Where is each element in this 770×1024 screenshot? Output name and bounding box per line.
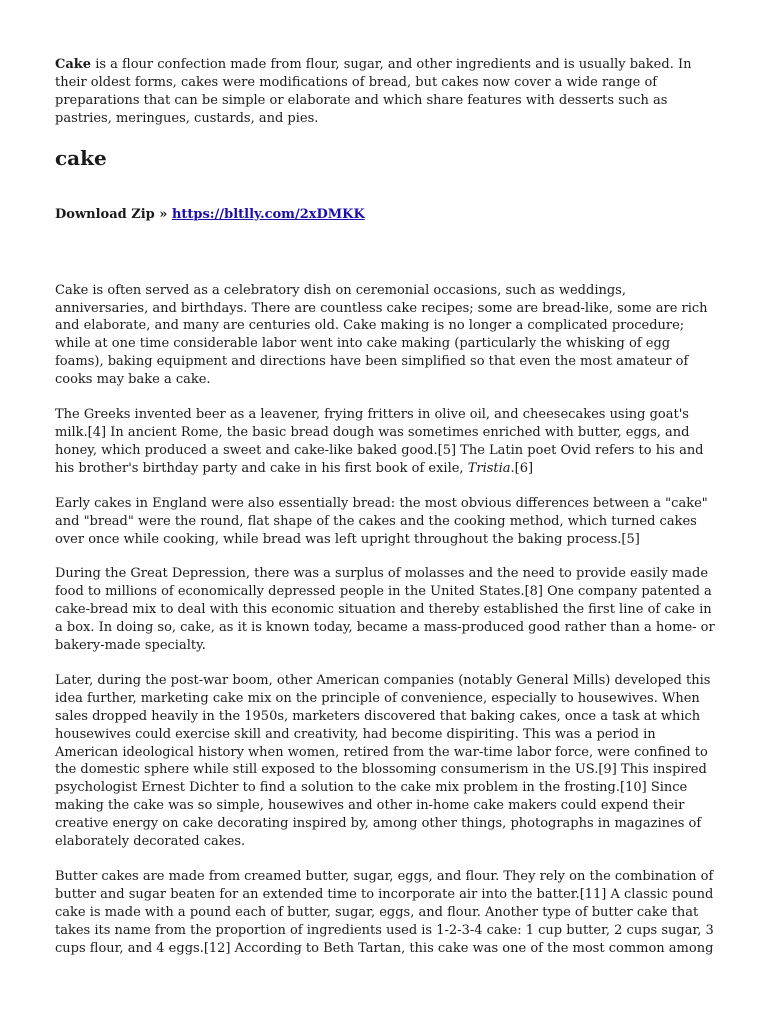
paragraph-greeks-text: The Greeks invented beer as a leavener, frying fritters in olive oil, and cheesecakes using goat's milk.[4] In ancient Rome, the basic bread dough was sometimes enriched with butter, eggs, and honey, which produced a sweet and cake-like baked good.[5] The Latin poet Ovid refers to his and his brother's birthday party and cake in his first book of exile, [55, 407, 704, 476]
intro-term: Cake [55, 57, 92, 72]
tristia-title: Tristia [467, 460, 511, 476]
paragraph-greeks [55, 406, 717, 478]
download-line [55, 206, 717, 282]
paragraph-postwar: Later, during the post-war boom, other American companies (notably General Mills) developed this idea further, marketing cake mix on the principle of convenience, especially to housewives. When sales dropped heavily in the 1950s, marketers discovered that baking cakes, once a task at which housewives could exercise skill and creativity, had become dispiriting. This was a period in American ideological history when women, retired from the war-time labor force, were confined to the domestic sphere while still exposed to the blossoming consumerism in the US.[9] This inspired psychologist Ernest Dichter to find a solution to the cake mix problem in the frosting.[10] Since making the cake was so simple, housewives and other in-home cake makers could expend their creative energy on cake decorating inspired by, among other things, photographs in magazines of elaborately decorated cakes. [55, 672, 711, 850]
article [55, 56, 717, 975]
page-heading: cake [55, 145, 107, 170]
download-label: Download Zip » [55, 206, 172, 222]
paragraph-butter-cakes: Butter cakes are made from creamed butter, sugar, eggs, and flour. They rely on the combination of butter and sugar beaten for an extended time to incorporate air into the batter.[11] A classic pound cake is made with a pound each of butter, sugar, eggs, and flour. Another type of butter cake that takes its name from the proportion of ingredients used is 1-2-3-4 cake: 1 cup butter, 2 cups sugar, 3 cups flour, and 4 eggs.[12] According to Beth Tartan, this cake was one of the most common among [55, 869, 714, 956]
download-link[interactable]: https://bltlly.com/2xDMKK [171, 206, 365, 222]
paragraph-england: Early cakes in England were also essentially bread: the most obvious differences between a "cake" and "bread" were the round, flat shape of the cakes and the cooking method, which turned cakes over once while cooking, while bread was left upright throughout the baking process.[5] [55, 495, 708, 547]
intro-text: is a flour confection made from flour, sugar, and other ingredients and is usually baked. In their oldest forms, cakes were modifications of bread, but cakes now cover a wide range of preparations that can be simple or elaborate and which share features with desserts such as pastries, meringues, custards, and pies. [55, 57, 692, 126]
article-body [55, 282, 717, 958]
tristia-citation: .[6] [510, 460, 534, 476]
intro-paragraph [55, 56, 717, 128]
paragraph-depression: During the Great Depression, there was a surplus of molasses and the need to provide easily made food to millions of economically depressed people in the United States.[8] One company patented a cake-bread mix to deal with this economic situation and thereby established the first line of cake in a box. In doing so, cake, as it is known today, became a mass-produced good rather than a home- or bakery-made specialty. [55, 566, 715, 654]
paragraph-celebratory: Cake is often served as a celebratory dish on ceremonial occasions, such as weddings, anniversaries, and birthdays. There are countless cake recipes; some are bread-like, some are rich and elaborate, and many are centuries old. Cake making is no longer a complicated procedure; while at one time considerable labor went into cake making (particularly the whisking of egg foams), baking equipment and directions have been simplified so that even the most amateur of cooks may bake a cake. [55, 282, 708, 388]
